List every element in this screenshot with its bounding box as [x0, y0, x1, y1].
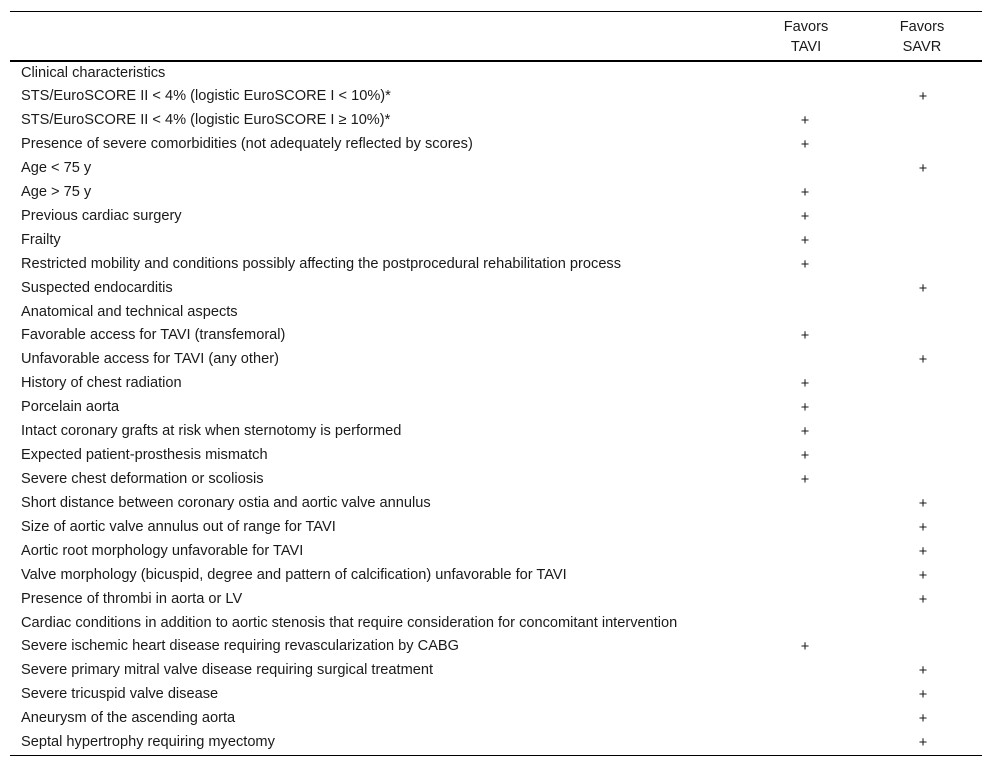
table-row: [10, 516, 982, 540]
savr-mark: [862, 229, 982, 253]
savr-mark: [862, 61, 982, 85]
tavi-mark: [750, 564, 862, 588]
savr-mark: +: [918, 496, 928, 512]
savr-mark: +: [918, 89, 928, 105]
savr-mark: [862, 396, 982, 420]
row-label: Presence of severe comorbidities (not adequately reflected by scores): [21, 136, 473, 152]
table-row: [10, 324, 982, 348]
savr-mark: [862, 324, 982, 348]
tavi-savr-table: [10, 11, 982, 756]
row-label: Expected patient-prosthesis mismatch: [21, 447, 268, 463]
row-label: Porcelain aorta: [21, 399, 120, 415]
tavi-mark: [750, 683, 862, 707]
table-row: [10, 133, 982, 157]
table-row: [10, 205, 982, 229]
savr-mark: +: [918, 568, 928, 584]
savr-mark: [862, 635, 982, 659]
row-label: Septal hypertrophy requiring myectomy: [21, 734, 275, 750]
table-row: [10, 420, 982, 444]
row-label: Short distance between coronary ostia and aortic valve annulus: [21, 495, 431, 511]
row-label: Previous cardiac surgery: [21, 208, 182, 224]
table-row: [10, 229, 982, 253]
savr-mark: [862, 133, 982, 157]
tavi-mark: +: [800, 448, 810, 464]
savr-mark: [862, 468, 982, 492]
tavi-mark: [750, 707, 862, 731]
savr-mark: +: [918, 161, 928, 177]
tavi-mark: +: [800, 328, 810, 344]
savr-mark: +: [918, 711, 928, 727]
tavi-mark: [750, 277, 862, 301]
header-savr-line2: SAVR: [902, 39, 942, 55]
table-row: [10, 635, 982, 659]
table-row: [10, 181, 982, 205]
row-label: Unfavorable access for TAVI (any other): [21, 351, 279, 367]
savr-mark: [862, 372, 982, 396]
table-row: [10, 683, 982, 707]
row-label: History of chest radiation: [21, 375, 182, 391]
table-row: [10, 348, 982, 372]
table-row: [10, 301, 982, 324]
tavi-mark: +: [800, 472, 810, 488]
table-row: [10, 659, 982, 683]
table-row: [10, 277, 982, 301]
row-label: Age < 75 y: [21, 160, 92, 176]
tavi-mark: [750, 540, 862, 564]
tavi-mark: [750, 61, 862, 85]
table-row: [10, 157, 982, 181]
table-row: [10, 468, 982, 492]
row-label: Frailty: [21, 232, 61, 248]
savr-mark: [862, 253, 982, 277]
table-row: [10, 588, 982, 612]
savr-mark: +: [918, 735, 928, 751]
tavi-mark: [750, 348, 862, 372]
table-body: [10, 61, 982, 756]
tavi-mark: [750, 516, 862, 540]
row-label: Size of aortic valve annulus out of range for TAVI: [21, 519, 336, 535]
table-row: [10, 540, 982, 564]
row-label: Clinical characteristics: [21, 65, 166, 81]
row-label: Aortic root morphology unfavorable for TAVI: [21, 543, 304, 559]
row-label: Severe ischemic heart disease requiring revascularization by CABG: [21, 638, 460, 654]
tavi-mark: +: [800, 137, 810, 153]
header-tavi-line1: Favors: [783, 19, 829, 35]
tavi-mark: [750, 492, 862, 516]
table-row: [10, 492, 982, 516]
tavi-mark: +: [800, 639, 810, 655]
savr-mark: [862, 181, 982, 205]
tavi-mark: [750, 301, 862, 324]
savr-mark: +: [918, 663, 928, 679]
tavi-mark: +: [800, 233, 810, 249]
row-label: Restricted mobility and conditions possibly affecting the postprocedural rehabilitation process: [21, 256, 622, 272]
row-label: Anatomical and technical aspects: [21, 304, 238, 320]
header-savr-line1: Favors: [899, 19, 945, 35]
savr-mark: +: [918, 592, 928, 608]
table-row: [10, 564, 982, 588]
savr-mark: +: [918, 520, 928, 536]
row-label: STS/EuroSCORE II < 4% (logistic EuroSCORE I ≥ 10%)*: [21, 112, 391, 128]
row-label: Severe primary mitral valve disease requiring surgical treatment: [21, 662, 434, 678]
savr-mark: [862, 420, 982, 444]
savr-mark: [862, 109, 982, 133]
savr-mark: +: [918, 281, 928, 297]
tavi-mark: +: [800, 376, 810, 392]
table-row: [10, 61, 982, 85]
table-row: [10, 372, 982, 396]
tavi-mark: +: [800, 185, 810, 201]
tavi-mark: +: [800, 257, 810, 273]
savr-mark: [862, 612, 982, 635]
row-label: Age > 75 y: [21, 184, 92, 200]
tavi-mark: +: [800, 209, 810, 225]
row-label: Suspected endocarditis: [21, 280, 173, 296]
savr-mark: +: [918, 544, 928, 560]
header-criteria-cell: [10, 12, 750, 62]
row-label: Severe chest deformation or scoliosis: [21, 471, 264, 487]
row-label: Favorable access for TAVI (transfemoral): [21, 327, 286, 343]
savr-mark: [862, 444, 982, 468]
tavi-mark: +: [800, 113, 810, 129]
table-row: [10, 731, 982, 756]
row-label: Cardiac conditions in addition to aortic stenosis that require consideration for concomitant intervention: [21, 615, 678, 631]
tavi-mark: [750, 659, 862, 683]
tavi-mark: +: [800, 424, 810, 440]
table-row: [10, 109, 982, 133]
row-label: Valve morphology (bicuspid, degree and pattern of calcification) unfavorable for TAVI: [21, 567, 567, 583]
savr-mark: +: [918, 352, 928, 368]
savr-mark: [862, 205, 982, 229]
table-row: [10, 444, 982, 468]
row-label: Intact coronary grafts at risk when sternotomy is performed: [21, 423, 402, 439]
tavi-mark: [750, 157, 862, 181]
savr-mark: +: [918, 687, 928, 703]
table-header-row: [10, 12, 982, 62]
header-favors-tavi: [750, 12, 862, 62]
tavi-mark: [750, 612, 862, 635]
table-row: [10, 396, 982, 420]
table-row: [10, 85, 982, 109]
row-label: Severe tricuspid valve disease: [21, 686, 219, 702]
table-row: [10, 253, 982, 277]
tavi-mark: [750, 588, 862, 612]
header-favors-savr: [862, 12, 982, 62]
table-row: [10, 612, 982, 635]
tavi-mark: [750, 731, 862, 756]
comparison-table-container: [10, 11, 982, 756]
row-label: STS/EuroSCORE II < 4% (logistic EuroSCORE I < 10%)*: [21, 88, 391, 104]
savr-mark: [862, 301, 982, 324]
tavi-mark: +: [800, 400, 810, 416]
row-label: Aneurysm of the ascending aorta: [21, 710, 236, 726]
header-tavi-line2: TAVI: [790, 39, 822, 55]
tavi-mark: [750, 85, 862, 109]
table-row: [10, 707, 982, 731]
row-label: Presence of thrombi in aorta or LV: [21, 591, 243, 607]
